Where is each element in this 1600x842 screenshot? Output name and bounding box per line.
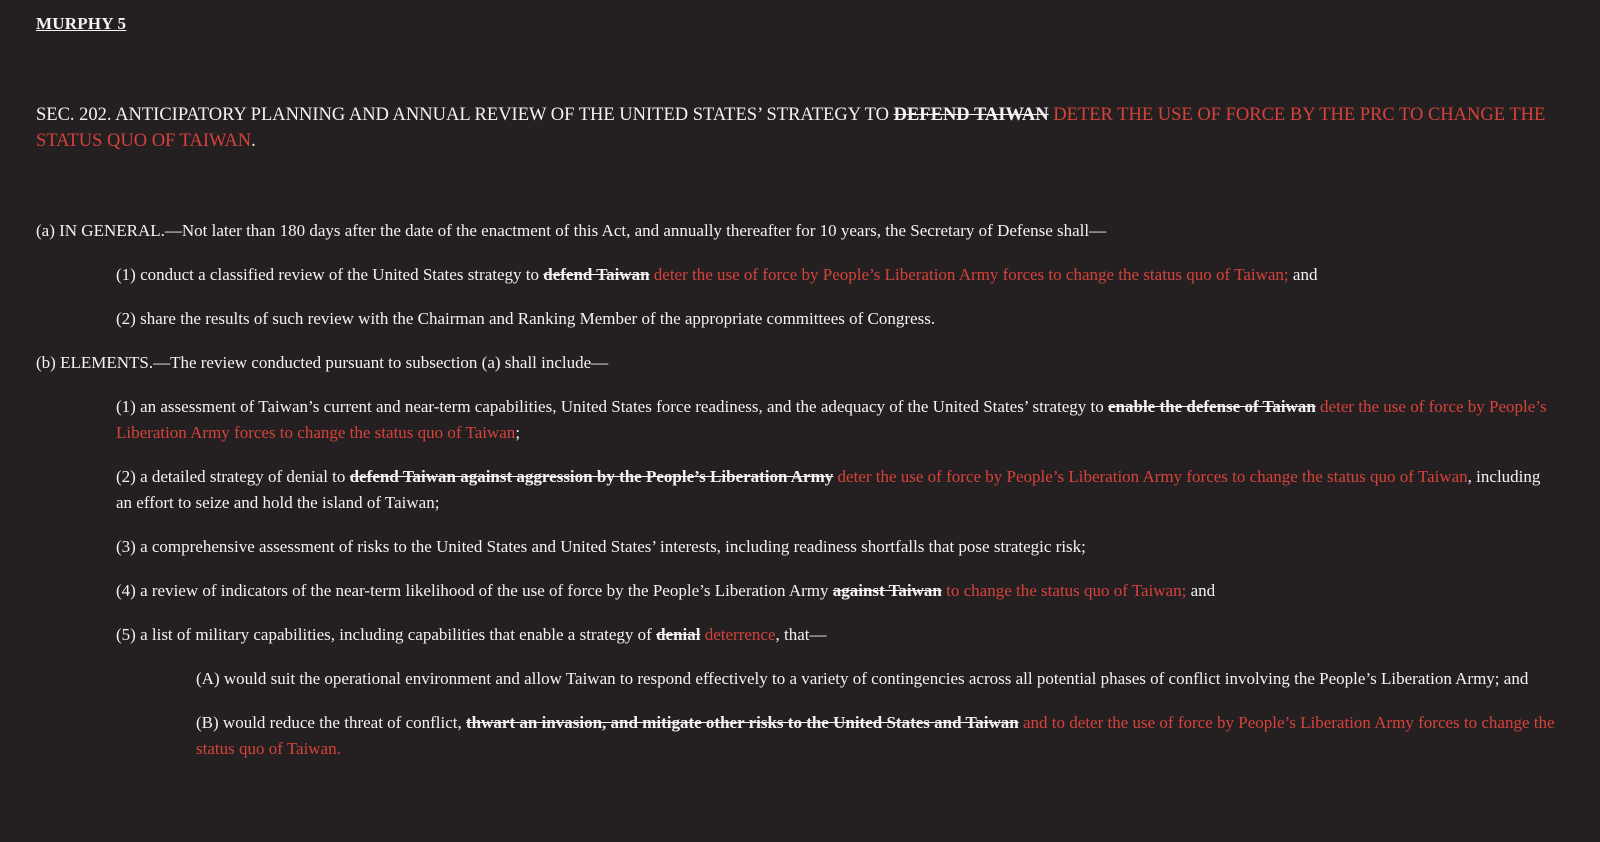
text-run: and: [1186, 581, 1216, 600]
text-run: (1) conduct a classified review of the United States strategy to: [116, 265, 544, 284]
inserted-text: deter the use of force by People’s Liberation Army forces to change the status quo of Taiwan;: [649, 265, 1289, 284]
text-run: and: [1288, 265, 1318, 284]
text-run: (5) a list of military capabilities, including capabilities that enable a strategy of: [116, 625, 657, 644]
paragraph: [196, 666, 1560, 692]
deleted-text: denial: [656, 625, 701, 644]
paragraph: [116, 306, 1560, 332]
inserted-text: DETER THE USE OF FORCE BY THE PRC TO CHANGE THE STATUS QUO OF TAIWAN: [36, 105, 1546, 151]
text-run: SEC. 202. ANTICIPATORY PLANNING AND ANNUAL REVIEW OF THE UNITED STATES’ STRATEGY TO: [36, 105, 894, 125]
deleted-text: enable the defense of Taiwan: [1108, 397, 1316, 416]
text-run: , including an effort to seize and hold the island of Taiwan;: [116, 467, 1541, 512]
deleted-text: thwart an invasion, and mitigate other risks to the United States and Taiwan: [466, 713, 1019, 732]
text-run: ;: [515, 423, 521, 442]
paragraph: [116, 578, 1560, 604]
text-run: (a) IN GENERAL.—Not later than 180 days after the date of the enactment of this Act, and annually thereafter for 10 years, the Secretary of Defense shall—: [36, 221, 1107, 240]
document-body: [36, 218, 1560, 762]
paragraph: [36, 218, 1560, 244]
text-run: (b) ELEMENTS.—The review conducted pursuant to subsection (a) shall include—: [36, 353, 609, 372]
text-run: (3) a comprehensive assessment of risks to the United States and United States’ interests, including readiness shortfalls that pose strategic risk;: [116, 537, 1086, 556]
deleted-text: defend Taiwan against aggression by the People’s Liberation Army: [349, 467, 834, 486]
inserted-text: deter the use of force by People’s Liberation Army forces to change the status quo of Taiwan: [833, 467, 1468, 486]
document-label: MURPHY 5: [36, 14, 127, 33]
paragraph: [196, 710, 1560, 762]
text-run: (A) would suit the operational environment and allow Taiwan to respond effectively to a variety of contingencies across all potential phases of conflict involving the People’s Liberation Army; and: [196, 669, 1529, 688]
paragraph: [116, 464, 1560, 516]
text-run: (2) share the results of such review with the Chairman and Ranking Member of the appropriate committees of Congress.: [116, 309, 936, 328]
deleted-text: defend Taiwan: [543, 265, 650, 284]
inserted-text: to change the status quo of Taiwan;: [941, 581, 1187, 600]
inserted-text: deterrence: [700, 625, 776, 644]
text-run: (4) a review of indicators of the near-term likelihood of the use of force by the People’s Liberation Army: [116, 581, 833, 600]
paragraph: [36, 350, 1560, 376]
paragraph: [116, 262, 1560, 288]
section-heading: [36, 102, 1560, 154]
paragraph: [116, 394, 1560, 446]
inserted-text: deter the use of force by People’s Liberation Army forces to change the status quo of Taiwan: [116, 397, 1547, 442]
text-run: , that—: [775, 625, 827, 644]
text-run: (1) an assessment of Taiwan’s current and near-term capabilities, United States force readiness, and the adequacy of the United States’ strategy to: [116, 397, 1108, 416]
text-run: (B) would reduce the threat of conflict,: [196, 713, 467, 732]
paragraph: [116, 622, 1560, 648]
deleted-text: against Taiwan: [832, 581, 942, 600]
text-run: .: [251, 131, 256, 151]
paragraph: [116, 534, 1560, 560]
inserted-text: and to deter the use of force by People’s Liberation Army forces to change the status quo of Taiwan.: [196, 713, 1555, 758]
text-run: (2) a detailed strategy of denial to: [116, 467, 350, 486]
deleted-text: DEFEND TAIWAN: [893, 105, 1049, 125]
